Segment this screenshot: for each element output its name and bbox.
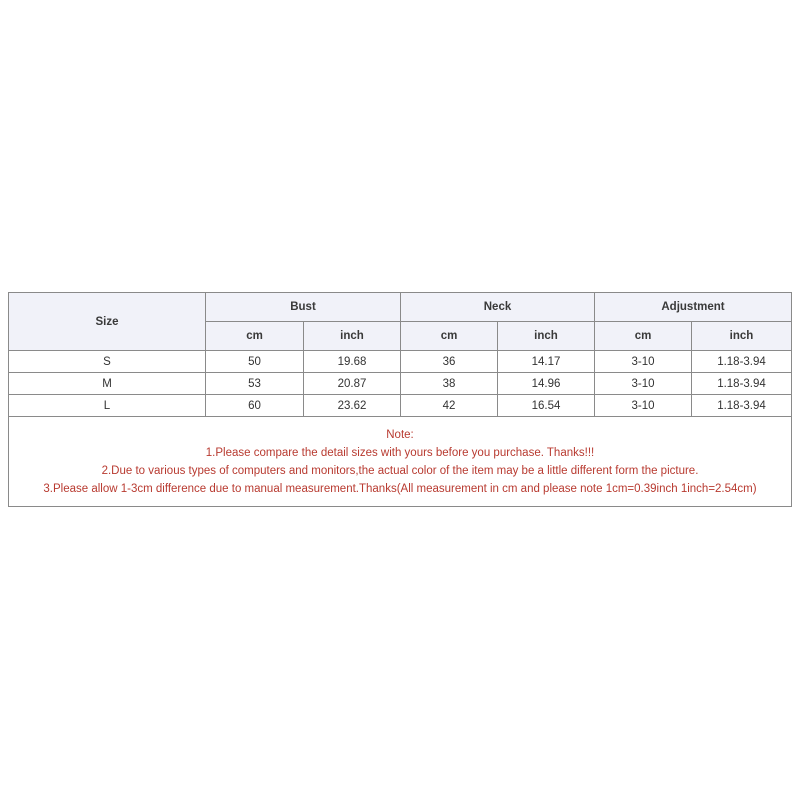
adjustment-header: Adjustment <box>595 293 792 322</box>
note-line: 1.Please compare the detail sizes with yours before you purchase. Thanks!!! <box>205 446 595 459</box>
size-chart-table <box>8 292 792 507</box>
unit-header: inch <box>498 322 595 351</box>
table-row <box>9 351 792 373</box>
unit-header: cm <box>595 322 692 351</box>
table-cell: 60 <box>206 395 304 417</box>
unit-header: inch <box>304 322 401 351</box>
table-cell: 14.96 <box>498 373 595 395</box>
bust-header: Bust <box>206 293 401 322</box>
unit-header: inch <box>692 322 792 351</box>
table-cell: 1.18-3.94 <box>692 395 792 417</box>
size-chart <box>8 292 791 507</box>
size-header: Size <box>9 293 206 351</box>
group-header-row <box>9 293 792 322</box>
notes-row <box>9 417 792 507</box>
table-cell: 16.54 <box>498 395 595 417</box>
unit-header: cm <box>401 322 498 351</box>
table-cell: 19.68 <box>304 351 401 373</box>
unit-header: cm <box>206 322 304 351</box>
table-cell: 53 <box>206 373 304 395</box>
table-row <box>9 373 792 395</box>
note-line: 2.Due to various types of computers and monitors,the actual color of the item may be a little different form the picture. <box>101 464 699 477</box>
table-cell: 14.17 <box>498 351 595 373</box>
note-line: 3.Please allow 1-3cm difference due to manual measurement.Thanks(All measurement in cm and please note 1cm=0.39inch 1inch=2.54cm) <box>43 482 757 495</box>
size-cell: S <box>9 351 206 373</box>
table-cell: 3-10 <box>595 351 692 373</box>
table-cell: 23.62 <box>304 395 401 417</box>
table-cell: 1.18-3.94 <box>692 373 792 395</box>
table-cell: 3-10 <box>595 373 692 395</box>
table-cell: 1.18-3.94 <box>692 351 792 373</box>
table-cell: 3-10 <box>595 395 692 417</box>
table-cell: 20.87 <box>304 373 401 395</box>
table-cell: 42 <box>401 395 498 417</box>
neck-header: Neck <box>401 293 595 322</box>
notes <box>9 417 792 507</box>
note-title: Note: <box>386 428 414 441</box>
table-cell: 38 <box>401 373 498 395</box>
table-row <box>9 395 792 417</box>
table-cell: 50 <box>206 351 304 373</box>
table-cell: 36 <box>401 351 498 373</box>
size-cell: M <box>9 373 206 395</box>
size-cell: L <box>9 395 206 417</box>
